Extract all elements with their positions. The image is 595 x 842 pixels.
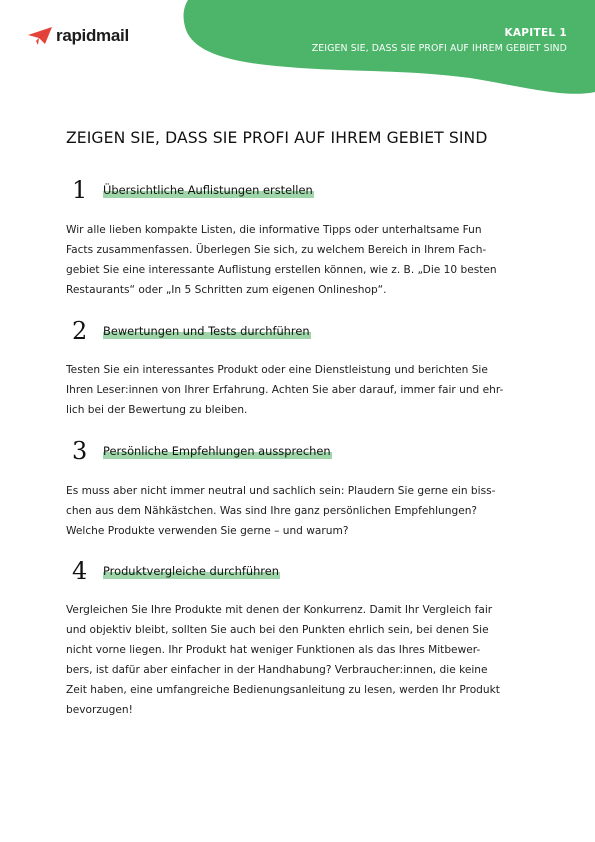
paragraph-line: nicht vorne liegen. Ihr Produkt hat weniger Funktionen als das Ihres Mitbewer- [66, 644, 481, 656]
paragraph-line: Facts zusammenfassen. Überlegen Sie sich, zu welchem Bereich in Ihrem Fach- [66, 244, 487, 256]
chapter-label: KAPITEL 1 [504, 27, 567, 39]
paragraph-line: chen aus dem Nähkästchen. Was sind Ihre ganz persönlichen Empfehlungen? [66, 505, 478, 517]
paragraph-line: Welche Produkte verwenden Sie gerne – und warum? [66, 525, 349, 537]
chapter-header [312, 27, 567, 54]
section-paragraph-3 [66, 481, 529, 541]
section-number: 3 [72, 437, 88, 465]
logo-wordmark: rapidmail [56, 26, 129, 45]
paragraph-line: Restaurants“ oder „In 5 Schritten zum eigenen Onlineshop“. [66, 284, 387, 296]
section-title: Persönliche Empfehlungen aussprechen [103, 443, 331, 458]
paragraph-line: bers, ist dafür aber einfacher in der Handhabung? Verbraucher:innen, die keine [66, 664, 488, 676]
section-heading-2 [72, 316, 311, 346]
rapidmail-logo [27, 26, 129, 46]
paragraph-line: Testen Sie ein interessantes Produkt oder eine Dienstleistung und berichten Sie [66, 364, 488, 376]
paragraph-line: Vergleichen Sie Ihre Produkte mit denen der Konkurrenz. Damit Ihr Vergleich fair [66, 604, 493, 616]
section-title: Produktvergleiche durchführen [103, 563, 279, 578]
chapter-title: ZEIGEN SIE, DASS SIE PROFI AUF IHREM GEBIET SIND [311, 43, 567, 54]
section-number: 2 [72, 317, 88, 345]
paragraph-line: und objektiv bleibt, sollten Sie auch bei den Punkten ehrlich sein, bei denen Sie [66, 624, 489, 636]
page-title: ZEIGEN SIE, DASS SIE PROFI AUF IHREM GEBIET SIND [66, 129, 488, 147]
paragraph-line: Zeit haben, eine umfangreiche Bedienungsanleitung zu lesen, werden Ihr Produkt [66, 684, 500, 696]
header-green-shape [0, 0, 595, 110]
section-title: Bewertungen und Tests durchführen [103, 323, 310, 338]
paragraph-line: Ihren Leser:innen von Ihrer Erfahrung. Achten Sie aber darauf, immer fair und ehr- [66, 384, 504, 396]
paragraph-line: bevorzugen! [66, 704, 133, 716]
section-paragraph-4 [66, 600, 529, 720]
section-heading-3 [72, 436, 332, 466]
section-title: Übersichtliche Auflistungen erstellen [103, 182, 313, 197]
paper-plane-icon [27, 26, 53, 46]
paragraph-line: lich bei der Bewertung zu bleiben. [66, 404, 248, 416]
section-heading-1 [72, 175, 314, 205]
paragraph-line: Es muss aber nicht immer neutral und sachlich sein: Plaudern Sie gerne ein biss- [66, 485, 496, 497]
section-number: 4 [72, 557, 88, 585]
paragraph-line: Wir alle lieben kompakte Listen, die informative Tipps oder unterhaltsame Fun [66, 224, 482, 236]
section-heading-4 [72, 556, 280, 586]
section-number: 1 [72, 176, 88, 204]
paragraph-line: gebiet Sie eine interessante Auflistung erstellen können, wie z. B. „Die 10 besten [66, 264, 497, 276]
section-paragraph-1 [66, 220, 529, 300]
section-paragraph-2 [66, 360, 529, 420]
